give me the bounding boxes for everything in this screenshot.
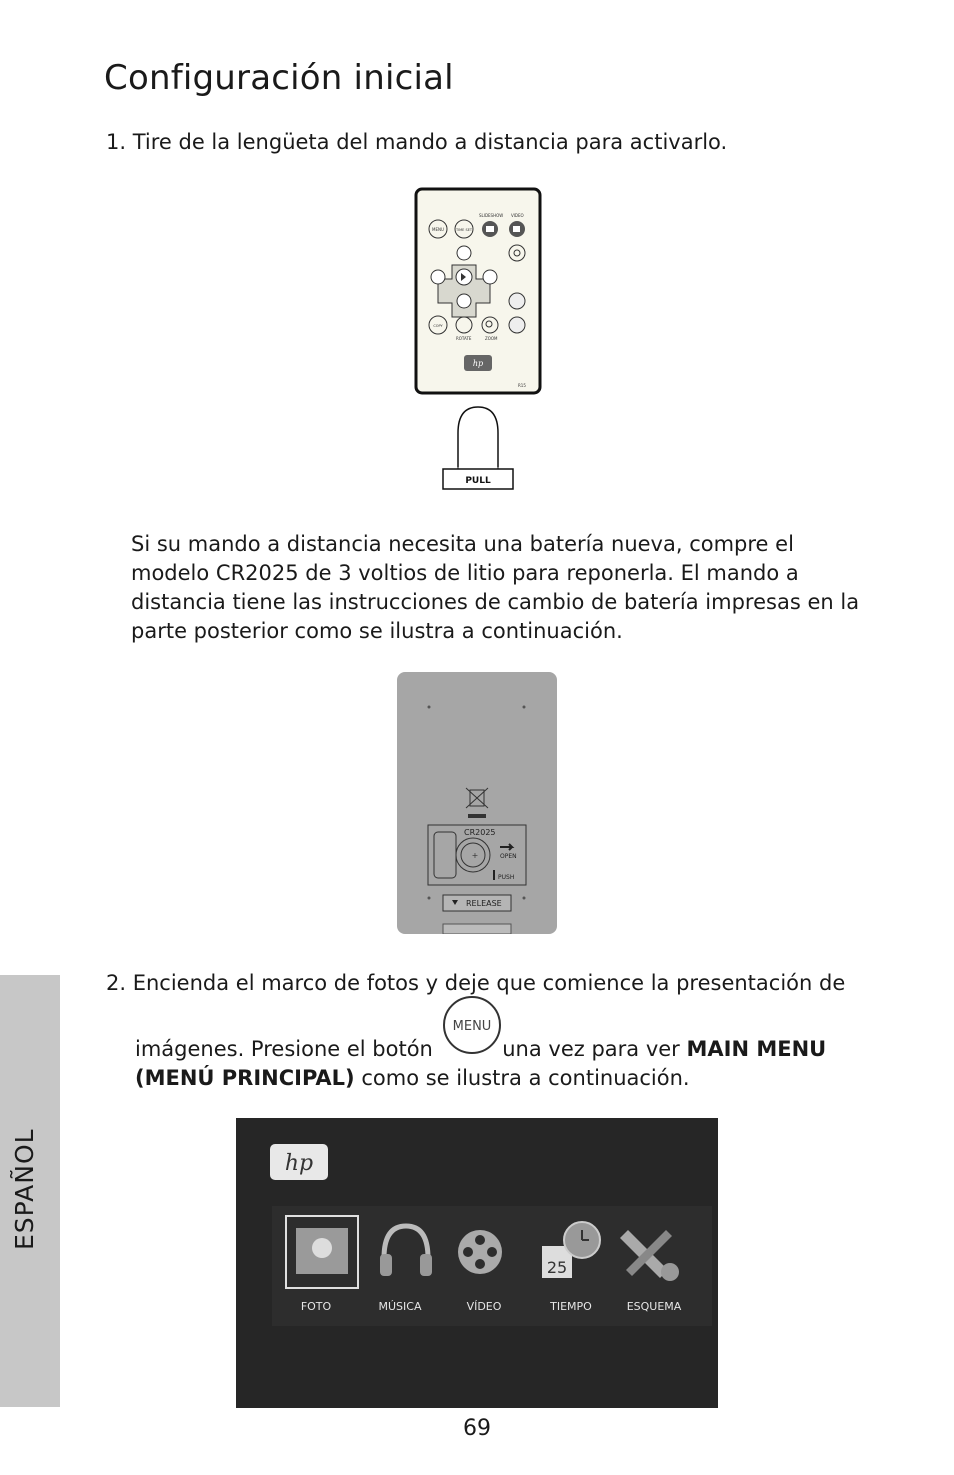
svg-text:+: +	[471, 851, 479, 860]
volume-down-icon	[509, 317, 525, 333]
svg-text:hp: hp	[284, 1151, 314, 1176]
step-2-line-2: imágenes. Presione el botón una vez para ver MAIN MENU (MENÚ PRINCIPAL) como se ilustra a continuación.	[135, 1034, 895, 1093]
svg-text:MENU: MENU	[432, 227, 444, 232]
page-number: 69	[463, 1416, 491, 1441]
volume-up-icon	[509, 293, 525, 309]
up-arrow-icon	[457, 246, 471, 260]
menu-button-bubble-icon	[440, 995, 504, 1057]
svg-text:hp: hp	[472, 359, 484, 368]
menu-item-esquema[interactable]: ESQUEMA	[626, 1300, 682, 1313]
step-2-line-1: 2. Encienda el marco de fotos y deje que comience la presentación de	[106, 971, 846, 995]
svg-text:OPEN: OPEN	[500, 853, 517, 860]
remote-back-illustration	[396, 672, 558, 934]
menu-item-video[interactable]: VÍDEO	[466, 1300, 502, 1313]
down-arrow-icon	[457, 294, 471, 308]
step-1-text: 1. Tire de la lengüeta del mando a distancia para activarlo.	[106, 130, 728, 154]
svg-text:MENU: MENU	[452, 1019, 492, 1034]
left-arrow-icon	[431, 270, 445, 284]
language-label: ESPAÑOL	[10, 1128, 39, 1250]
remote-front-illustration	[400, 185, 560, 495]
main-menu-graphics	[236, 1118, 718, 1408]
svg-text:ZOOM: ZOOM	[485, 336, 498, 341]
svg-text:TIME SET: TIME SET	[455, 228, 473, 232]
main-menu-bold: MAIN MENU (MENÚ PRINCIPAL)	[135, 1037, 827, 1090]
page-title: Configuración inicial	[104, 58, 454, 98]
pull-tab-label: PULL	[465, 476, 491, 486]
battery-model-label: CR2025	[464, 828, 496, 837]
svg-text:PUSH: PUSH	[498, 874, 515, 881]
slideshow-label: SLIDESHOW	[479, 213, 504, 218]
menu-item-tiempo[interactable]: TIEMPO	[550, 1300, 592, 1313]
video-label: VIDEO	[511, 213, 524, 218]
battery-paragraph: Si su mando a distancia necesita una batería nueva, compre el modelo CR2025 de 3 voltios de litio para reponerla. El mando a distancia tiene las instrucciones de cambio de batería impresas en la parte posterior como se ilustra a continuación.	[131, 532, 860, 643]
svg-text:25: 25	[546, 1258, 568, 1277]
menu-item-musica[interactable]: MÚSICA	[378, 1300, 422, 1313]
svg-text:COPY: COPY	[433, 324, 443, 328]
menu-item-foto[interactable]: FOTO	[300, 1300, 332, 1313]
svg-text:R15: R15	[518, 383, 526, 388]
right-arrow-icon	[483, 270, 497, 284]
svg-text:ROTATE: ROTATE	[456, 336, 472, 341]
film-reel-icon	[458, 1230, 502, 1274]
release-label: RELEASE	[466, 899, 502, 908]
